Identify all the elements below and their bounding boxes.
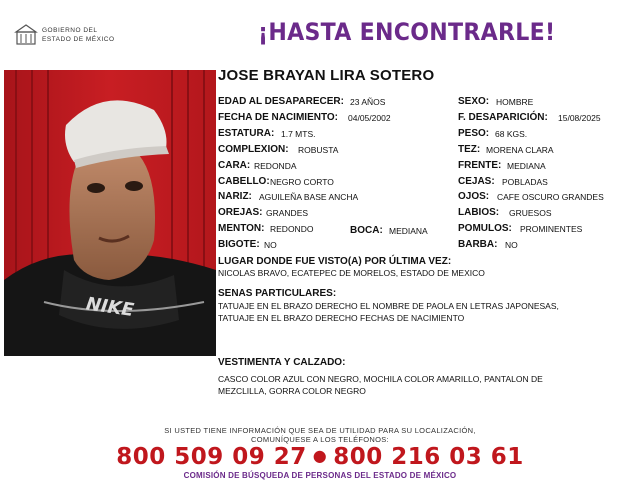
sexo-label: SEXO: — [458, 96, 490, 107]
orejas-label: OREJAS: — [218, 207, 263, 218]
edad-label: EDAD AL DESAPARECER: — [218, 96, 344, 107]
complexion-value: ROBUSTA — [298, 145, 339, 155]
boca-value: MEDIANA — [389, 226, 428, 236]
orejas-value: GRANDES — [266, 208, 309, 218]
vestimenta-line2: MEZCLILLA, GORRA COLOR NEGRO — [218, 386, 366, 396]
bullet-separator: ● — [312, 446, 328, 465]
bigote-value: NO — [264, 240, 277, 250]
boca-label: BOCA: — [350, 225, 383, 236]
vestimenta-label: VESTIMENTA Y CALZADO: — [218, 357, 346, 368]
government-logo — [14, 22, 134, 48]
labios-value: GRUESOS — [509, 208, 552, 218]
vestimenta-line1: CASCO COLOR AZUL CON NEGRO, MOCHILA COLOR AMARILLO, PANTALON DE — [218, 374, 543, 384]
complexion-label: COMPLEXION: — [218, 144, 289, 155]
senas-line2: TATUAJE EN EL BRAZO DERECHO FECHAS DE NACIMIENTO — [218, 313, 465, 323]
barba-label: BARBA: — [458, 239, 498, 250]
footer-info-line1: SI USTED TIENE INFORMACIÓN QUE SEA DE UTILIDAD PARA SU LOCALIZACIÓN, — [164, 426, 476, 435]
cara-value: REDONDA — [254, 161, 297, 171]
phone-number-1[interactable]: 800 509 09 27 — [116, 444, 307, 470]
nariz-label: NARIZ: — [218, 191, 252, 202]
ojos-label: OJOS: — [458, 191, 490, 202]
desaparicion-value: 15/08/2025 — [558, 113, 601, 123]
senas-label: SENAS PARTICULARES: — [218, 288, 337, 299]
menton-value: REDONDO — [270, 224, 314, 234]
pomulos-value: PROMINENTES — [520, 224, 583, 234]
cabello-value: NEGRO CORTO — [270, 177, 334, 187]
ojos-value: CAFE OSCURO GRANDES — [497, 192, 604, 202]
senas-line1: TATUAJE EN EL BRAZO DERECHO EL NOMBRE DE PAOLA EN LETRAS JAPONESAS, — [218, 301, 559, 311]
nacimiento-label: FECHA DE NACIMIENTO: — [218, 112, 338, 123]
phone-numbers — [0, 444, 640, 470]
cabello-label: CABELLO: — [218, 176, 270, 187]
commission-name: COMISIÓN DE BÚSQUEDA DE PERSONAS DEL ESTADO DE MÉXICO — [183, 471, 457, 480]
frente-value: MEDIANA — [507, 161, 546, 171]
tez-value: MORENA CLARA — [486, 145, 554, 155]
footer-info-line2: COMUNÍQUESE A LOS TELÉFONOS: — [251, 435, 389, 444]
cejas-value: POBLADAS — [502, 177, 548, 187]
person-photo — [4, 70, 216, 356]
labios-label: LABIOS: — [458, 207, 500, 218]
lugar-label: LUGAR DONDE FUE VISTO(A) POR ÚLTIMA VEZ: — [218, 256, 452, 267]
frente-label: FRENTE: — [458, 160, 502, 171]
nariz-value: AGUILEÑA BASE ANCHA — [259, 192, 359, 202]
estatura-value: 1.7 MTS. — [281, 129, 316, 139]
gov-line2: ESTADO DE MÉXICO — [42, 36, 115, 43]
peso-value: 68 KGS. — [495, 129, 528, 139]
menton-label: MENTON: — [218, 223, 265, 234]
state-seal-icon — [14, 22, 38, 46]
phone-number-2[interactable]: 800 216 03 61 — [333, 444, 524, 470]
cara-label: CARA: — [218, 160, 251, 171]
estatura-label: ESTATURA: — [218, 128, 275, 139]
nacimiento-value: 04/05/2002 — [348, 113, 391, 123]
bigote-label: BIGOTE: — [218, 239, 260, 250]
cejas-label: CEJAS: — [458, 176, 495, 187]
gov-line1: GOBIERNO DEL — [42, 27, 98, 34]
tez-label: TEZ: — [458, 144, 481, 155]
sexo-value: HOMBRE — [496, 97, 534, 107]
person-name: JOSE BRAYAN LIRA SOTERO — [218, 67, 435, 84]
headline: ¡HASTA ENCONTRARLE! — [258, 18, 556, 46]
peso-label: PESO: — [458, 128, 490, 139]
photo-shirt-text: NIKE — [84, 293, 136, 322]
pomulos-label: POMULOS: — [458, 223, 512, 234]
lugar-value: NICOLAS BRAVO, ECATEPEC DE MORELOS, ESTADO DE MEXICO — [218, 268, 485, 278]
edad-value: 23 AÑOS — [350, 97, 386, 107]
barba-value: NO — [505, 240, 518, 250]
desaparicion-label: F. DESAPARICIÓN: — [458, 112, 548, 123]
